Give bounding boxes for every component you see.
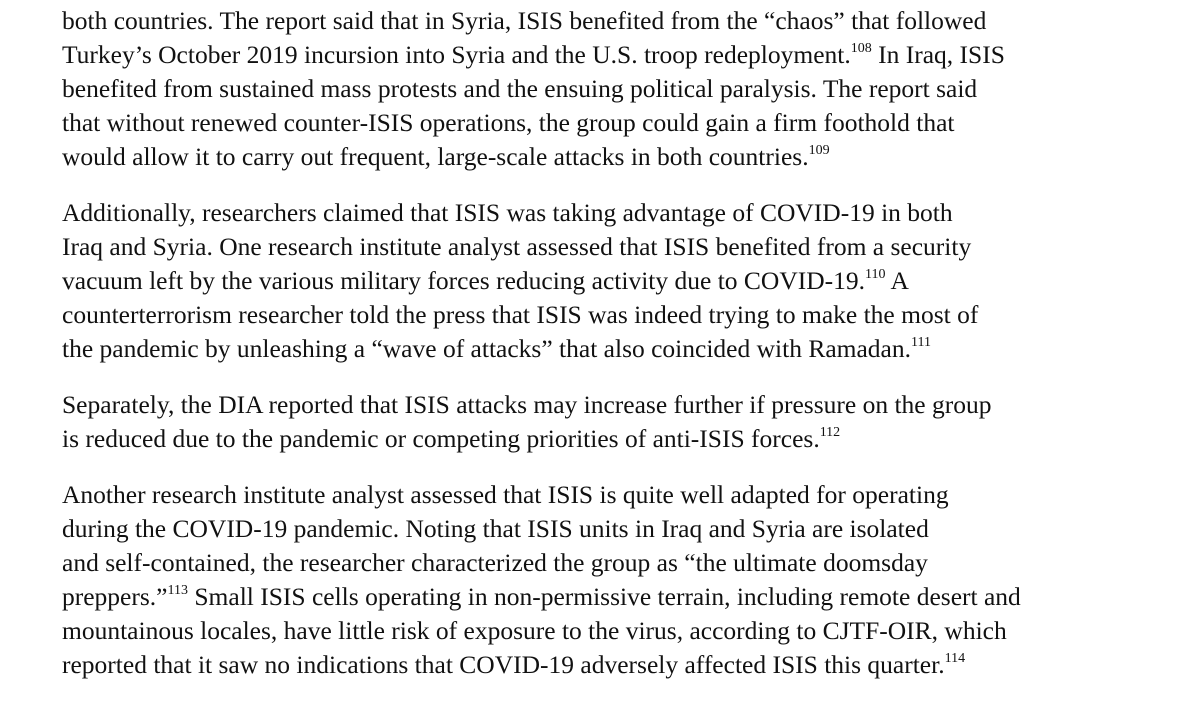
text-segment: that without renewed counter-ISIS operations, the group could gain a firm foothold that bbox=[62, 108, 955, 137]
text-segment: both countries. The report said that in Syria, ISIS benefited from the “chaos” that followed bbox=[62, 6, 987, 35]
text-segment: would allow it to carry out frequent, large-scale attacks in both countries. bbox=[62, 142, 809, 171]
text-line bbox=[62, 546, 1142, 580]
text-line bbox=[62, 4, 1142, 38]
text-line bbox=[62, 140, 1142, 174]
text-segment: vacuum left by the various military forces reducing activity due to COVID-19. bbox=[62, 266, 866, 295]
text-segment: A bbox=[885, 266, 909, 295]
footnote-marker: 108 bbox=[850, 41, 872, 56]
text-line bbox=[62, 38, 1142, 72]
footnote-marker: 110 bbox=[865, 267, 886, 282]
text-segment: Another research institute analyst assessed that ISIS is quite well adapted for operating bbox=[62, 480, 949, 509]
text-line bbox=[62, 422, 1142, 456]
footnote-marker: 111 bbox=[911, 335, 931, 350]
text-segment: Iraq and Syria. One research institute analyst assessed that ISIS benefited from a security bbox=[62, 232, 972, 261]
text-segment: Turkey’s October 2019 incursion into Syria and the U.S. troop redeployment. bbox=[62, 40, 851, 69]
paragraph bbox=[62, 388, 1142, 456]
text-line bbox=[62, 196, 1142, 230]
text-line bbox=[62, 72, 1142, 106]
text-line bbox=[62, 648, 1142, 682]
text-segment: counterterrorism researcher told the press that ISIS was indeed trying to make the most of bbox=[62, 300, 979, 329]
text-line bbox=[62, 298, 1142, 332]
document-body bbox=[62, 4, 1142, 704]
text-segment: benefited from sustained mass protests and the ensuing political paralysis. The report said bbox=[62, 74, 978, 103]
footnote-marker: 109 bbox=[808, 143, 830, 158]
text-line bbox=[62, 230, 1142, 264]
text-line bbox=[62, 332, 1142, 366]
text-line bbox=[62, 264, 1142, 298]
text-segment: reported that it saw no indications that COVID-19 adversely affected ISIS this quarter. bbox=[62, 650, 945, 679]
paragraph bbox=[62, 196, 1142, 366]
text-line bbox=[62, 580, 1142, 614]
paragraph bbox=[62, 4, 1142, 174]
footnote-marker: 113 bbox=[167, 583, 188, 598]
text-segment: and self-contained, the researcher characterized the group as “the ultimate doomsday bbox=[62, 548, 928, 577]
text-line bbox=[62, 614, 1142, 648]
paragraph bbox=[62, 478, 1142, 682]
text-segment: is reduced due to the pandemic or competing priorities of anti-ISIS forces. bbox=[62, 424, 820, 453]
text-segment: during the COVID-19 pandemic. Noting that ISIS units in Iraq and Syria are isolated bbox=[62, 514, 929, 543]
text-segment: In Iraq, ISIS bbox=[871, 40, 1005, 69]
footnote-marker: 114 bbox=[944, 651, 966, 666]
text-segment: Small ISIS cells operating in non-permissive terrain, including remote desert and bbox=[187, 582, 1021, 611]
text-segment: preppers.” bbox=[62, 582, 168, 611]
footnote-marker: 112 bbox=[819, 425, 841, 440]
text-line bbox=[62, 106, 1142, 140]
text-line bbox=[62, 512, 1142, 546]
text-segment: mountainous locales, have little risk of exposure to the virus, according to CJTF-OIR, which bbox=[62, 616, 1007, 645]
text-line bbox=[62, 478, 1142, 512]
text-segment: Additionally, researchers claimed that ISIS was taking advantage of COVID-19 in both bbox=[62, 198, 953, 227]
text-segment: the pandemic by unleashing a “wave of attacks” that also coincided with Ramadan. bbox=[62, 334, 911, 363]
text-segment: Separately, the DIA reported that ISIS attacks may increase further if pressure on the group bbox=[62, 390, 992, 419]
text-line bbox=[62, 388, 1142, 422]
